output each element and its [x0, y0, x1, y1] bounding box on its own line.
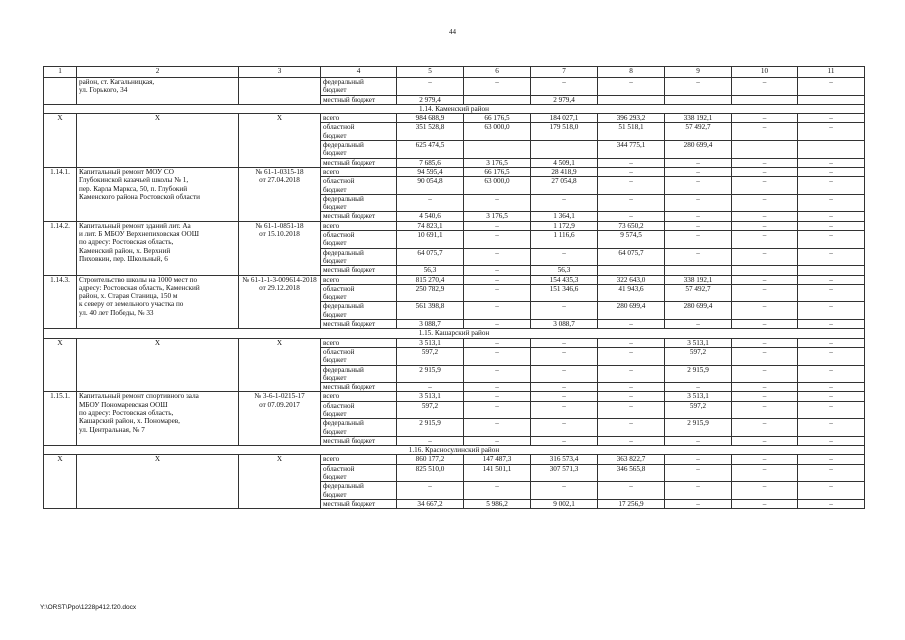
amount-cell: –	[732, 302, 798, 320]
amount-cell: –	[732, 455, 798, 464]
amount-cell: –	[598, 167, 665, 176]
amount-cell: –	[531, 436, 598, 445]
funding-source: областной бюджет	[321, 347, 397, 365]
amount-cell: –	[464, 383, 531, 392]
amount-cell: –	[798, 284, 865, 302]
item-number: 1.14.1.	[44, 167, 77, 221]
amount-cell: –	[531, 482, 598, 500]
amount-cell	[665, 95, 732, 104]
amount-cell: 316 573,4	[531, 455, 598, 464]
amount-cell: –	[531, 401, 598, 419]
amount-cell: –	[798, 392, 865, 401]
amount-cell: 64 075,7	[397, 248, 464, 266]
amount-cell: –	[598, 383, 665, 392]
amount-cell: –	[464, 231, 531, 249]
amount-cell: 280 699,4	[665, 141, 732, 159]
amount-cell: –	[798, 194, 865, 212]
header-cell: 4	[321, 67, 397, 78]
header-cell: 3	[239, 67, 321, 78]
amount-cell	[798, 95, 865, 104]
amount-cell: 2 979,4	[397, 95, 464, 104]
amount-cell: –	[798, 177, 865, 195]
amount-cell: –	[798, 221, 865, 230]
item-number: 1.14.2.	[44, 221, 77, 275]
amount-cell: –	[598, 158, 665, 167]
amount-cell: 344 775,1	[598, 141, 665, 159]
amount-cell: –	[732, 167, 798, 176]
table-row	[44, 275, 865, 284]
amount-cell: 597,2	[397, 401, 464, 419]
amount-cell: 9 574,5	[598, 231, 665, 249]
document-number: № 61-1-0315-18 от 27.04.2018	[239, 167, 321, 221]
amount-cell: –	[732, 365, 798, 383]
amount-cell: –	[798, 455, 865, 464]
amount-cell: –	[397, 194, 464, 212]
amount-cell: 3 513,1	[665, 392, 732, 401]
funding-source: местный бюджет	[321, 320, 397, 329]
amount-cell: –	[397, 482, 464, 500]
amount-cell: –	[397, 78, 464, 96]
funding-source: областной бюджет	[321, 284, 397, 302]
amount-cell: –	[531, 338, 598, 347]
amount-cell: 27 054,8	[531, 177, 598, 195]
amount-cell: –	[464, 365, 531, 383]
amount-cell: 94 595,4	[397, 167, 464, 176]
object-name: Х	[77, 114, 239, 168]
funding-source: местный бюджет	[321, 95, 397, 104]
object-name: Х	[77, 455, 239, 509]
amount-cell: –	[665, 383, 732, 392]
amount-cell: 3 513,1	[397, 392, 464, 401]
amount-cell	[464, 95, 531, 104]
amount-cell: –	[732, 78, 798, 96]
amount-cell	[598, 266, 665, 275]
header-cell: 8	[598, 67, 665, 78]
amount-cell: 346 565,8	[598, 464, 665, 482]
amount-cell: 57 492,7	[665, 123, 732, 141]
amount-cell: –	[598, 392, 665, 401]
amount-cell: –	[531, 78, 598, 96]
amount-cell: 9 002,1	[531, 499, 598, 508]
amount-cell: –	[598, 194, 665, 212]
amount-cell	[464, 141, 531, 159]
amount-cell: 1 172,9	[531, 221, 598, 230]
amount-cell: 5 986,2	[464, 499, 531, 508]
amount-cell: 66 176,5	[464, 167, 531, 176]
amount-cell: –	[531, 419, 598, 437]
amount-cell: –	[665, 436, 732, 445]
amount-cell: –	[798, 347, 865, 365]
header-row	[44, 67, 865, 78]
amount-cell: 322 643,0	[598, 275, 665, 284]
funding-source: федеральный бюджет	[321, 248, 397, 266]
amount-cell: –	[665, 177, 732, 195]
amount-cell: –	[665, 231, 732, 249]
amount-cell: –	[798, 231, 865, 249]
item-number	[44, 78, 77, 105]
funding-source: всего	[321, 338, 397, 347]
amount-cell: –	[732, 383, 798, 392]
amount-cell: –	[464, 347, 531, 365]
amount-cell: –	[732, 177, 798, 195]
amount-cell	[732, 141, 798, 159]
amount-cell: –	[732, 436, 798, 445]
funding-source: областной бюджет	[321, 231, 397, 249]
table-body	[44, 67, 865, 509]
amount-cell: –	[732, 158, 798, 167]
amount-cell: 351 528,8	[397, 123, 464, 141]
amount-cell: 179 518,0	[531, 123, 598, 141]
amount-cell: –	[732, 194, 798, 212]
amount-cell: 56,3	[397, 266, 464, 275]
amount-cell: –	[665, 212, 732, 221]
amount-cell: –	[598, 78, 665, 96]
amount-cell: 41 943,6	[598, 284, 665, 302]
funding-source: всего	[321, 392, 397, 401]
amount-cell: 184 027,1	[531, 114, 598, 123]
amount-cell: –	[464, 221, 531, 230]
amount-cell: –	[665, 499, 732, 508]
amount-cell: –	[798, 482, 865, 500]
amount-cell: –	[665, 78, 732, 96]
amount-cell: 561 398,8	[397, 302, 464, 320]
header-cell: 6	[464, 67, 531, 78]
amount-cell: –	[732, 338, 798, 347]
amount-cell: 7 685,6	[397, 158, 464, 167]
amount-cell: 3 088,7	[397, 320, 464, 329]
amount-cell: –	[598, 401, 665, 419]
amount-cell: –	[531, 392, 598, 401]
amount-cell: –	[798, 275, 865, 284]
amount-cell: –	[732, 499, 798, 508]
amount-cell: –	[798, 338, 865, 347]
amount-cell: –	[665, 194, 732, 212]
amount-cell: –	[798, 114, 865, 123]
funding-source: всего	[321, 275, 397, 284]
item-number: Х	[44, 338, 77, 392]
header-cell: 10	[732, 67, 798, 78]
amount-cell: 597,2	[665, 401, 732, 419]
object-name: Капитальный ремонт спортивного зала МБОУ Пономаревская ООШ по адресу: Ростовская область, Кашарский район, х. Пономарев, ул. Центральная, № 7	[77, 392, 239, 446]
amount-cell: 984 688,9	[397, 114, 464, 123]
amount-cell: –	[464, 302, 531, 320]
funding-source: федеральный бюджет	[321, 302, 397, 320]
amount-cell: –	[665, 464, 732, 482]
amount-cell: –	[464, 275, 531, 284]
amount-cell: –	[732, 231, 798, 249]
amount-cell: –	[798, 212, 865, 221]
amount-cell: –	[732, 114, 798, 123]
amount-cell: 10 691,1	[397, 231, 464, 249]
amount-cell: –	[464, 194, 531, 212]
amount-cell: 280 699,4	[598, 302, 665, 320]
amount-cell	[798, 141, 865, 159]
amount-cell: –	[531, 248, 598, 266]
amount-cell: 3 176,5	[464, 158, 531, 167]
amount-cell: –	[665, 320, 732, 329]
amount-cell: –	[464, 419, 531, 437]
object-name: Х	[77, 338, 239, 392]
file-path-footer: Y:\ORST\Ppo\1228p412.f20.docx	[40, 604, 137, 611]
amount-cell: 250 782,9	[397, 284, 464, 302]
amount-cell: –	[598, 482, 665, 500]
amount-cell: 338 192,1	[665, 275, 732, 284]
amount-cell: 64 075,7	[598, 248, 665, 266]
table-row	[44, 455, 865, 464]
amount-cell: 17 256,9	[598, 499, 665, 508]
amount-cell: 34 667,2	[397, 499, 464, 508]
funding-source: местный бюджет	[321, 212, 397, 221]
amount-cell: –	[798, 464, 865, 482]
amount-cell: 1 364,1	[531, 212, 598, 221]
amount-cell: –	[798, 365, 865, 383]
amount-cell: 825 510,0	[397, 464, 464, 482]
funding-source: местный бюджет	[321, 383, 397, 392]
amount-cell: 56,3	[531, 266, 598, 275]
amount-cell: 51 518,1	[598, 123, 665, 141]
funding-source: федеральный бюджет	[321, 365, 397, 383]
table-row	[44, 114, 865, 123]
amount-cell: –	[798, 401, 865, 419]
amount-cell	[732, 95, 798, 104]
object-name: Капитальный ремонт МОУ СО Глубокинской казачьей школы № 1, пер. Карла Маркса, 50, п. Глубокий Каменского района Ростовской области	[77, 167, 239, 221]
section-title: 1.16. Красносулинский район	[44, 446, 865, 455]
funding-source: федеральный бюджет	[321, 419, 397, 437]
budget-table	[43, 66, 865, 509]
amount-cell: 57 492,7	[665, 284, 732, 302]
amount-cell: 4 540,6	[397, 212, 464, 221]
amount-cell: –	[598, 338, 665, 347]
amount-cell: –	[798, 302, 865, 320]
document-number: № 3-6-1-0215-17 от 07.09.2017	[239, 392, 321, 446]
amount-cell: 66 176,5	[464, 114, 531, 123]
header-cell: 11	[798, 67, 865, 78]
funding-source: областной бюджет	[321, 464, 397, 482]
amount-cell: –	[665, 158, 732, 167]
amount-cell: –	[732, 419, 798, 437]
amount-cell: 3 176,5	[464, 212, 531, 221]
amount-cell: –	[598, 347, 665, 365]
funding-source: областной бюджет	[321, 401, 397, 419]
amount-cell: –	[464, 392, 531, 401]
funding-source: местный бюджет	[321, 436, 397, 445]
amount-cell: –	[464, 78, 531, 96]
amount-cell: –	[798, 499, 865, 508]
amount-cell: –	[598, 320, 665, 329]
amount-cell: 625 474,5	[397, 141, 464, 159]
funding-source: федеральный бюджет	[321, 141, 397, 159]
document-number: Х	[239, 114, 321, 168]
item-number: 1.15.1.	[44, 392, 77, 446]
amount-cell: –	[598, 212, 665, 221]
amount-cell: –	[798, 419, 865, 437]
amount-cell: –	[598, 419, 665, 437]
funding-source: всего	[321, 221, 397, 230]
amount-cell: –	[464, 401, 531, 419]
amount-cell: –	[732, 221, 798, 230]
amount-cell	[598, 95, 665, 104]
document-number: № 61-1-1-3-009614-2018 от 29.12.2018	[239, 275, 321, 329]
funding-source: всего	[321, 114, 397, 123]
item-number: Х	[44, 114, 77, 168]
amount-cell: 2 915,9	[665, 365, 732, 383]
document-number: № 61-1-0851-18 от 15.10.2018	[239, 221, 321, 275]
amount-cell: 396 293,2	[598, 114, 665, 123]
amount-cell: –	[531, 383, 598, 392]
funding-source: местный бюджет	[321, 266, 397, 275]
amount-cell: 28 418,9	[531, 167, 598, 176]
document-number: Х	[239, 455, 321, 509]
amount-cell: –	[665, 221, 732, 230]
amount-cell: –	[732, 284, 798, 302]
amount-cell: 73 650,2	[598, 221, 665, 230]
amount-cell: –	[732, 401, 798, 419]
amount-cell: –	[464, 266, 531, 275]
funding-source: областной бюджет	[321, 177, 397, 195]
amount-cell: 597,2	[397, 347, 464, 365]
amount-cell: 63 000,0	[464, 177, 531, 195]
amount-cell: –	[598, 177, 665, 195]
funding-source: местный бюджет	[321, 158, 397, 167]
amount-cell: –	[397, 383, 464, 392]
amount-cell: –	[464, 284, 531, 302]
amount-cell: –	[665, 455, 732, 464]
amount-cell: –	[531, 302, 598, 320]
header-cell: 1	[44, 67, 77, 78]
amount-cell: –	[732, 482, 798, 500]
amount-cell: 4 509,1	[531, 158, 598, 167]
amount-cell: 860 177,2	[397, 455, 464, 464]
amount-cell: –	[798, 167, 865, 176]
amount-cell: –	[665, 167, 732, 176]
amount-cell	[665, 266, 732, 275]
amount-cell: 151 346,6	[531, 284, 598, 302]
document-number	[239, 78, 321, 105]
funding-source: местный бюджет	[321, 499, 397, 508]
amount-cell: 3 513,1	[397, 338, 464, 347]
table-row	[44, 338, 865, 347]
amount-cell: 154 435,3	[531, 275, 598, 284]
funding-source: федеральный бюджет	[321, 194, 397, 212]
amount-cell: –	[531, 365, 598, 383]
amount-cell: 90 054,8	[397, 177, 464, 195]
amount-cell: 2 979,4	[531, 95, 598, 104]
header-cell: 9	[665, 67, 732, 78]
section-row	[44, 446, 865, 455]
amount-cell: 3 513,1	[665, 338, 732, 347]
section-row	[44, 104, 865, 113]
header-cell: 2	[77, 67, 239, 78]
amount-cell: –	[732, 347, 798, 365]
amount-cell: –	[798, 123, 865, 141]
amount-cell: 2 915,9	[397, 419, 464, 437]
amount-cell: –	[464, 248, 531, 266]
amount-cell: –	[464, 436, 531, 445]
amount-cell: 280 699,4	[665, 302, 732, 320]
amount-cell: 3 088,7	[531, 320, 598, 329]
amount-cell: –	[665, 482, 732, 500]
amount-cell: –	[798, 248, 865, 266]
amount-cell: 815 270,4	[397, 275, 464, 284]
object-name: Капитальный ремонт зданий лит. Аа и лит. Б МБОУ Верхнепиховская ООШ по адресу: Ростовская область, Каменский район, х. Верхний Пиховкин, пер. Школьный, 6	[77, 221, 239, 275]
amount-cell: –	[464, 320, 531, 329]
item-number: 1.14.3.	[44, 275, 77, 329]
amount-cell: –	[798, 436, 865, 445]
amount-cell: 63 000,0	[464, 123, 531, 141]
item-number: Х	[44, 455, 77, 509]
table-row	[44, 167, 865, 176]
header-cell: 7	[531, 67, 598, 78]
amount-cell: –	[732, 123, 798, 141]
table-row	[44, 78, 865, 96]
document-number: Х	[239, 338, 321, 392]
amount-cell: 338 192,1	[665, 114, 732, 123]
amount-cell: 1 116,6	[531, 231, 598, 249]
amount-cell: –	[464, 482, 531, 500]
amount-cell: –	[732, 464, 798, 482]
section-title: 1.14. Каменский район	[44, 104, 865, 113]
amount-cell: 147 487,3	[464, 455, 531, 464]
amount-cell: –	[598, 365, 665, 383]
amount-cell: –	[732, 392, 798, 401]
amount-cell: 307 571,3	[531, 464, 598, 482]
amount-cell: –	[798, 158, 865, 167]
table-row	[44, 221, 865, 230]
amount-cell	[798, 266, 865, 275]
section-row	[44, 329, 865, 338]
funding-source: всего	[321, 167, 397, 176]
amount-cell: –	[531, 194, 598, 212]
amount-cell: 2 915,9	[397, 365, 464, 383]
funding-source: областной бюджет	[321, 123, 397, 141]
amount-cell: 363 822,7	[598, 455, 665, 464]
funding-source: всего	[321, 455, 397, 464]
amount-cell: –	[798, 320, 865, 329]
amount-cell: –	[732, 320, 798, 329]
funding-source: федеральный бюджет	[321, 482, 397, 500]
amount-cell: 2 915,9	[665, 419, 732, 437]
amount-cell: 141 501,1	[464, 464, 531, 482]
amount-cell: –	[464, 338, 531, 347]
amount-cell: –	[798, 78, 865, 96]
object-name: район, ст. Кагальницкая, ул. Горького, 34	[77, 78, 239, 105]
amount-cell	[732, 266, 798, 275]
table-row	[44, 392, 865, 401]
amount-cell: 597,2	[665, 347, 732, 365]
page-number: 44	[449, 28, 456, 36]
amount-cell: –	[531, 347, 598, 365]
header-cell: 5	[397, 67, 464, 78]
funding-source: федеральный бюджет	[321, 78, 397, 96]
amount-cell: –	[732, 248, 798, 266]
amount-cell: –	[732, 212, 798, 221]
amount-cell: –	[665, 248, 732, 266]
amount-cell: –	[732, 275, 798, 284]
amount-cell	[531, 141, 598, 159]
object-name: Строительство школы на 1000 мест по адресу: Ростовская область, Каменский район, х. Старая Станица, 150 м к северу от земельного участка по ул. 40 лет Победы, № 33	[77, 275, 239, 329]
section-title: 1.15. Кашарский район	[44, 329, 865, 338]
amount-cell: 74 823,1	[397, 221, 464, 230]
amount-cell: –	[798, 383, 865, 392]
amount-cell: –	[598, 436, 665, 445]
amount-cell: –	[397, 436, 464, 445]
